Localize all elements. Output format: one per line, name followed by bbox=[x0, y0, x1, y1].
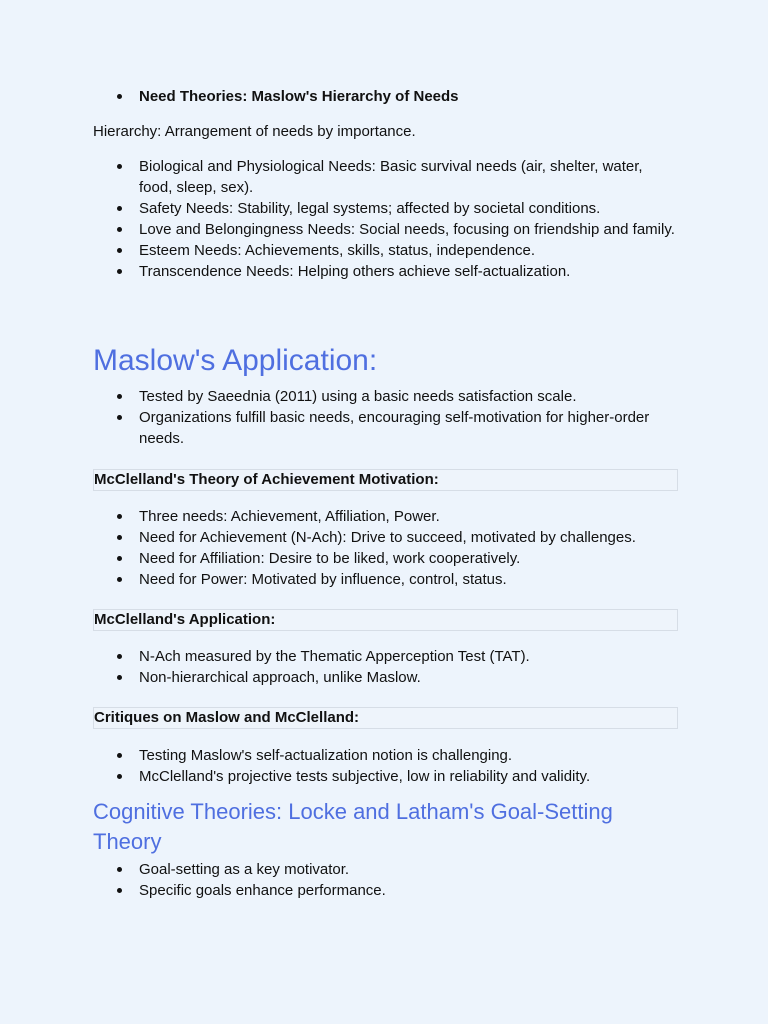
list-item: Specific goals enhance performance. bbox=[139, 880, 678, 901]
mcclelland-theory-list bbox=[93, 506, 678, 590]
list-item: Safety Needs: Stability, legal systems; affected by societal conditions. bbox=[139, 198, 678, 219]
list-item: Three needs: Achievement, Affiliation, Power. bbox=[139, 506, 678, 527]
list-item: Need for Affiliation: Desire to be liked, work cooperatively. bbox=[139, 548, 678, 569]
intro-heading-list bbox=[93, 86, 678, 107]
cognitive-theories-title: Cognitive Theories: Locke and Latham's Goal-Setting Theory bbox=[93, 799, 613, 854]
list-item: N-Ach measured by the Thematic Apperception Test (TAT). bbox=[139, 646, 678, 667]
critiques-heading: Critiques on Maslow and McClelland: bbox=[93, 707, 678, 729]
list-item: Biological and Physiological Needs: Basic survival needs (air, shelter, water, food, sleep, sex). bbox=[139, 156, 678, 198]
list-item: Non-hierarchical approach, unlike Maslow. bbox=[139, 667, 678, 688]
list-item: Tested by Saeednia (2011) using a basic needs satisfaction scale. bbox=[139, 386, 678, 407]
list-item: Transcendence Needs: Helping others achieve self-actualization. bbox=[139, 261, 678, 282]
document-content bbox=[93, 86, 678, 901]
list-item: McClelland's projective tests subjective, low in reliability and validity. bbox=[139, 766, 678, 787]
mcclelland-application-heading: McClelland's Application: bbox=[93, 609, 678, 631]
list-item: Love and Belongingness Needs: Social needs, focusing on friendship and family. bbox=[139, 219, 678, 240]
maslow-application-list bbox=[93, 386, 678, 449]
list-item: Organizations fulfill basic needs, encouraging self-motivation for higher-order needs. bbox=[139, 407, 678, 449]
mcclelland-theory-heading: McClelland's Theory of Achievement Motivation: bbox=[93, 469, 678, 491]
list-item: Need for Power: Motivated by influence, control, status. bbox=[139, 569, 678, 590]
hierarchy-text: Hierarchy: Arrangement of needs by importance. bbox=[93, 123, 416, 140]
critiques-list bbox=[93, 745, 678, 787]
mcclelland-application-list bbox=[93, 646, 678, 688]
need-theories-heading: Need Theories: Maslow's Hierarchy of Needs bbox=[139, 86, 678, 107]
maslow-application-title: Maslow's Application: bbox=[93, 344, 378, 377]
list-item: Goal-setting as a key motivator. bbox=[139, 859, 678, 880]
list-item: Testing Maslow's self-actualization notion is challenging. bbox=[139, 745, 678, 766]
list-item: Esteem Needs: Achievements, skills, status, independence. bbox=[139, 240, 678, 261]
cognitive-list bbox=[93, 859, 678, 901]
needs-list bbox=[93, 156, 678, 282]
list-item: Need for Achievement (N-Ach): Drive to succeed, motivated by challenges. bbox=[139, 527, 678, 548]
